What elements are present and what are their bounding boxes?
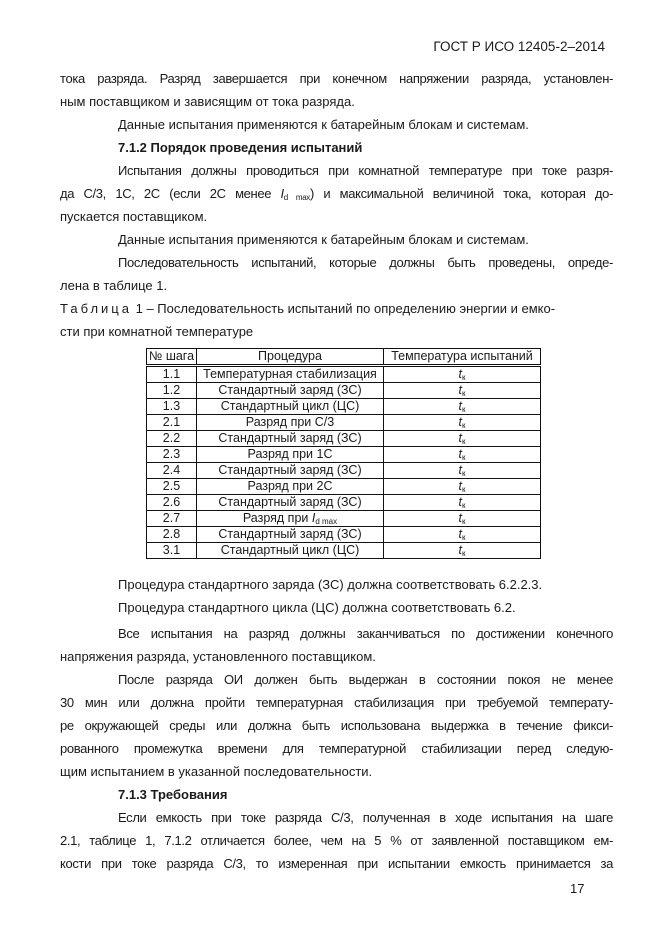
- cell-procedure: [197, 511, 384, 527]
- table-row: [147, 366, 541, 383]
- table-row: [147, 383, 541, 399]
- cell-step: 1.3: [147, 399, 197, 415]
- table-row: [147, 479, 541, 495]
- body-line: Испытания должны проводиться при комнатной температуре при токе разря-: [118, 163, 613, 178]
- caption-word: Таблица: [60, 301, 132, 316]
- cell-procedure: [197, 399, 384, 415]
- cell-step: 2.5: [147, 479, 197, 495]
- body-line: тока разряда. Разряд завершается при конечном напряжении разряда, установлен-: [60, 71, 613, 86]
- table-caption-cont: сти при комнатной температуре: [60, 324, 254, 339]
- current-subscript: d max: [315, 517, 338, 526]
- temp-symbol: t: [458, 431, 462, 445]
- temp-subscript: к: [461, 421, 466, 430]
- body-line: рованного промежутка времени для температурной стабилизации перед следую-: [60, 741, 613, 756]
- cell-step: 2.2: [147, 431, 197, 447]
- cell-temperature: [384, 447, 541, 463]
- text-part: да С/3, 1С, 2С (если 2С менее: [60, 186, 281, 201]
- text-part: ) и максимальной величиной тока, которая до-: [309, 186, 613, 201]
- temp-subscript: к: [461, 373, 466, 382]
- cell-procedure: [197, 479, 384, 495]
- body-line: Если емкость при токе разряда С/3, полученная в ходе испытания на шаге: [118, 810, 613, 825]
- temp-symbol: t: [458, 399, 462, 413]
- table-row: [147, 527, 541, 543]
- procedure-text: Разряд при: [242, 511, 312, 525]
- procedure-text: Разряд при 2С: [247, 479, 333, 493]
- cell-procedure: [197, 463, 384, 479]
- cell-procedure: [197, 366, 384, 383]
- temp-subscript: к: [461, 469, 466, 478]
- body-line: 2.1, таблице 1, 7.1.2 отличается более, чем на 5 % от заявленной поставщиком ем-: [60, 833, 613, 848]
- table-row: [147, 415, 541, 431]
- procedure-text: Стандартный заряд (ЗС): [218, 527, 362, 541]
- body-line: пускается поставщиком.: [60, 209, 208, 224]
- procedure-text: Разряд при 1С: [247, 447, 333, 461]
- temp-subscript: к: [461, 533, 466, 542]
- cell-step: 1.2: [147, 383, 197, 399]
- body-line: [60, 186, 613, 202]
- page-number: 17: [570, 881, 585, 896]
- body-line: После разряда ОИ должен быть выдержан в состоянии покоя не менее: [118, 672, 613, 687]
- procedure-text: Стандартный заряд (ЗС): [218, 495, 362, 509]
- table-row: [147, 399, 541, 415]
- temp-symbol: t: [458, 495, 462, 509]
- cell-step: 2.3: [147, 447, 197, 463]
- body-line: Все испытания на разряд должны заканчиваться по достижении конечного: [118, 626, 613, 641]
- cell-temperature: [384, 366, 541, 383]
- cell-step: 1.1: [147, 366, 197, 383]
- section-heading-7-1-3: 7.1.3 Требования: [118, 787, 228, 802]
- cell-step: 2.1: [147, 415, 197, 431]
- body-line: Последовательность испытаний, которые должны быть проведены, опреде-: [118, 255, 613, 270]
- cell-step: 2.4: [147, 463, 197, 479]
- cell-temperature: [384, 479, 541, 495]
- cell-step: 3.1: [147, 543, 197, 559]
- section-heading-7-1-2: 7.1.2 Порядок проведения испытаний: [118, 140, 363, 155]
- cell-step: 2.7: [147, 511, 197, 527]
- body-line: ным поставщиком и зависящим от тока разряда.: [60, 94, 355, 109]
- body-line: кости при токе разряда С/3, то измеренная при испытании емкость принимается за: [60, 856, 613, 871]
- table-row: [147, 447, 541, 463]
- cell-procedure: [197, 431, 384, 447]
- temp-subscript: к: [461, 453, 466, 462]
- temp-symbol: t: [458, 383, 462, 397]
- current-symbol: I: [311, 511, 316, 525]
- body-line: Процедура стандартного цикла (ЦС) должна соответствовать 6.2.: [118, 600, 516, 615]
- body-line: лена в таблице 1.: [60, 278, 168, 293]
- procedure-text: Стандартный заряд (ЗС): [218, 383, 362, 397]
- table-row: [147, 463, 541, 479]
- document-header-id: ГОСТ Р ИСО 12405-2–2014: [433, 39, 605, 54]
- cell-temperature: [384, 431, 541, 447]
- procedure-text: Стандартный цикл (ЦС): [220, 399, 360, 413]
- cell-temperature: [384, 527, 541, 543]
- body-line: щим испытанием в указанной последовательности.: [60, 764, 373, 779]
- temp-symbol: t: [458, 447, 462, 461]
- temp-symbol: t: [458, 415, 462, 429]
- temp-subscript: к: [461, 437, 466, 446]
- cell-temperature: [384, 511, 541, 527]
- body-line: ре окружающей среды или должна быть использована выдержка в течение фикси-: [60, 718, 613, 733]
- cell-procedure: [197, 383, 384, 399]
- procedure-text: Стандартный цикл (ЦС): [220, 543, 360, 557]
- body-line: Данные испытания применяются к батарейным блокам и системам.: [118, 232, 529, 247]
- table-row: [147, 495, 541, 511]
- cell-procedure: [197, 447, 384, 463]
- table-row: [147, 431, 541, 447]
- table-row: [147, 543, 541, 559]
- temp-subscript: к: [461, 405, 466, 414]
- temp-subscript: к: [461, 549, 466, 558]
- body-line: Данные испытания применяются к батарейным блокам и системам.: [118, 117, 529, 132]
- current-subscript: d max: [283, 193, 310, 202]
- test-sequence-table: [146, 348, 541, 559]
- cell-step: 2.6: [147, 495, 197, 511]
- temp-symbol: t: [458, 527, 462, 541]
- procedure-text: Разряд при С/3: [245, 415, 335, 429]
- temp-symbol: t: [458, 479, 462, 493]
- temp-subscript: к: [461, 517, 466, 526]
- cell-procedure: [197, 415, 384, 431]
- temp-symbol: t: [458, 543, 462, 557]
- temp-symbol: t: [458, 511, 462, 525]
- temp-symbol: t: [458, 367, 462, 381]
- cell-temperature: [384, 415, 541, 431]
- temp-subscript: к: [461, 485, 466, 494]
- cell-temperature: [384, 543, 541, 559]
- cell-temperature: [384, 399, 541, 415]
- table-header-row: [147, 349, 541, 366]
- cell-temperature: [384, 495, 541, 511]
- cell-procedure: [197, 543, 384, 559]
- cell-step: 2.8: [147, 527, 197, 543]
- current-symbol: I: [280, 186, 284, 201]
- body-line: напряжения разряда, установленного поставщиком.: [60, 649, 376, 664]
- header-procedure: Процедура: [197, 349, 384, 366]
- header-temperature: Температура испытаний: [384, 349, 541, 366]
- temp-subscript: к: [461, 389, 466, 398]
- cell-temperature: [384, 383, 541, 399]
- caption-text: 1 – Последовательность испытаний по определению энергии и емко-: [131, 301, 556, 316]
- cell-temperature: [384, 463, 541, 479]
- body-line: 30 мин или должна пройти температурная стабилизация при требуемой температу-: [60, 695, 613, 710]
- header-step: № шага: [147, 349, 197, 366]
- temp-symbol: t: [458, 463, 462, 477]
- table-row: [147, 511, 541, 527]
- temp-subscript: к: [461, 501, 466, 510]
- cell-procedure: [197, 495, 384, 511]
- procedure-text: Стандартный заряд (ЗС): [218, 463, 362, 477]
- body-line: Процедура стандартного заряда (ЗС) должна соответствовать 6.2.2.3.: [118, 577, 543, 592]
- cell-procedure: [197, 527, 384, 543]
- procedure-text: Температурная стабилизация: [203, 367, 377, 381]
- procedure-text: Стандартный заряд (ЗС): [218, 431, 362, 445]
- table-caption: [60, 301, 605, 317]
